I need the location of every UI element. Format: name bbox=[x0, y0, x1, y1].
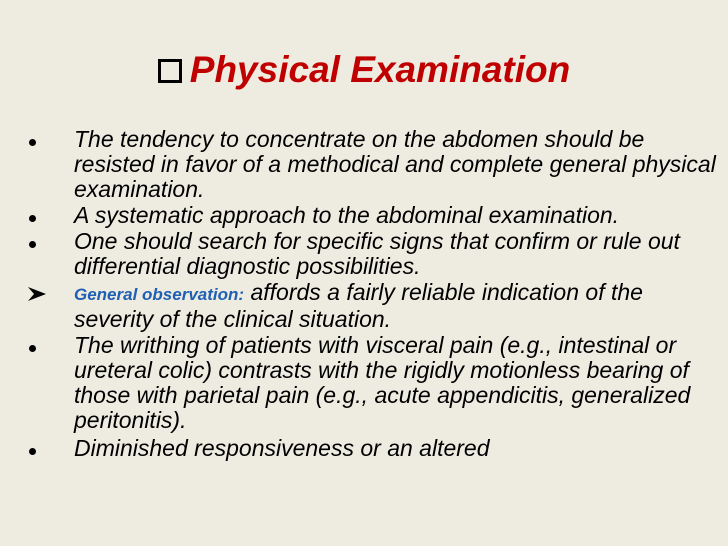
bullet-text: A systematic approach to the abdominal examination. bbox=[74, 202, 620, 228]
bullet-item bbox=[27, 229, 717, 279]
bullet-item bbox=[27, 333, 717, 433]
bullet-list bbox=[27, 127, 717, 462]
bullet-text: The writhing of patients with visceral pain (e.g., intestinal or ureteral colic) contrasts with the rigidly motionless bearing of those with parietal pain (e.g., acute appendicitis, generalized peritonitis). bbox=[74, 332, 691, 433]
sub-bullet-item bbox=[27, 280, 717, 332]
bullet-item bbox=[27, 127, 717, 202]
slide-title bbox=[0, 46, 728, 94]
bullet-text: affords a fairly reliable indication of the severity of the clinical situation. bbox=[74, 279, 643, 332]
bullet-item bbox=[27, 436, 717, 461]
bullet-text: The tendency to concentrate on the abdomen should be resisted in favor of a methodical and complete general physical examination. bbox=[74, 126, 716, 202]
bullet-text: One should search for specific signs that confirm or rule out differential diagnostic possibilities. bbox=[74, 228, 680, 279]
hollow-square-icon bbox=[158, 59, 182, 83]
general-observation-label: General observation: bbox=[74, 285, 245, 304]
bullet-item bbox=[27, 203, 717, 228]
slide-title-text: Physical Examination bbox=[189, 49, 571, 90]
bullet-text: Diminished responsiveness or an altered bbox=[74, 435, 490, 461]
